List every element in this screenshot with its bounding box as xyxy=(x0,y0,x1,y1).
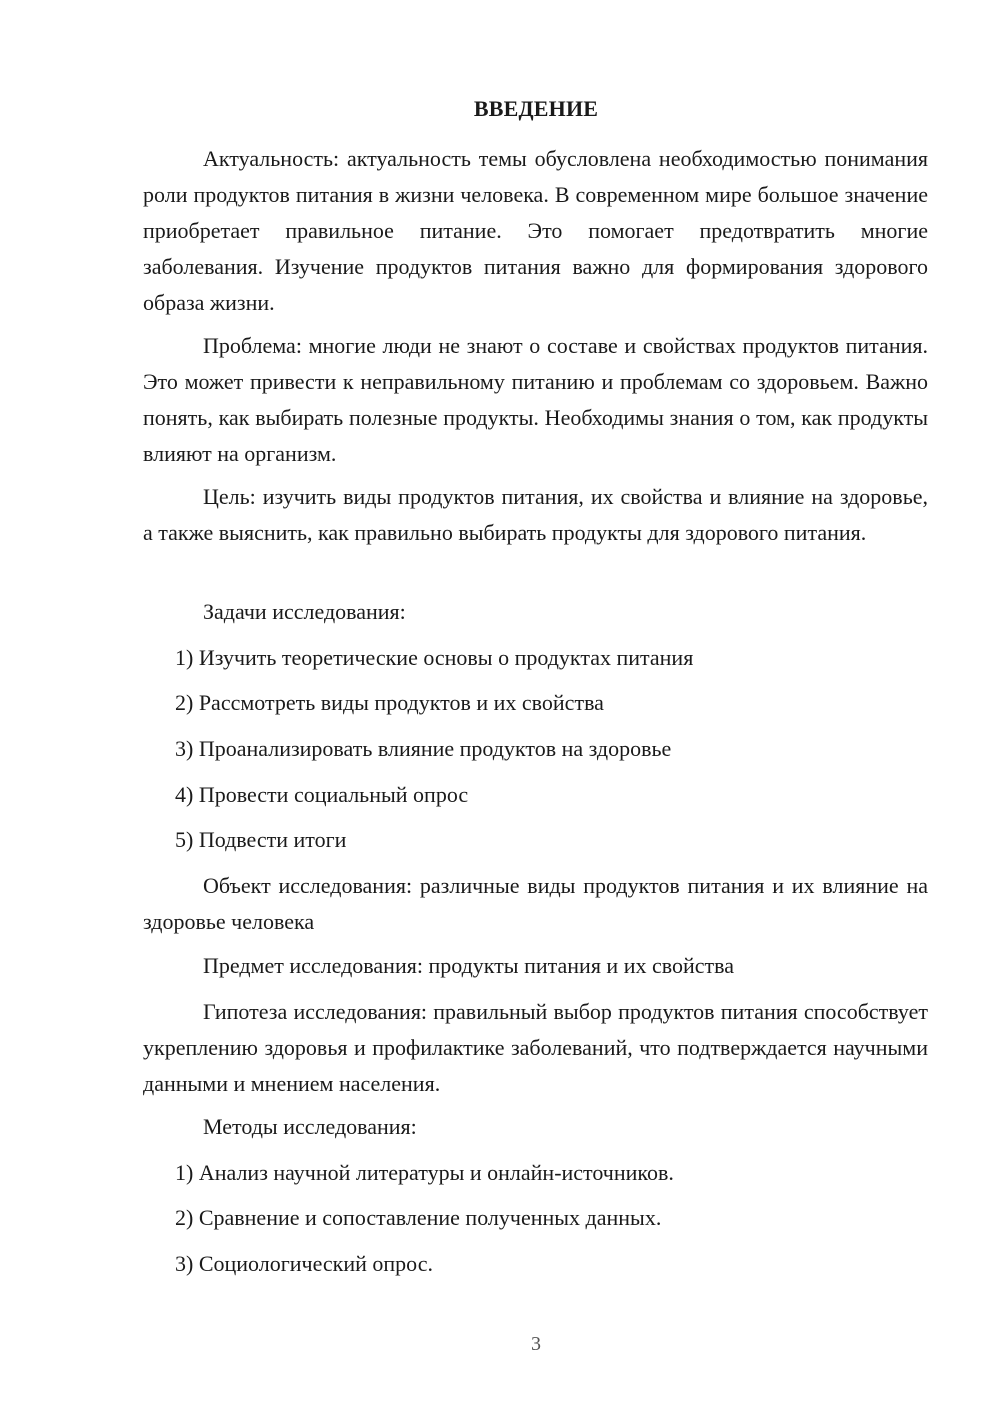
method-item-1: 1) Анализ научной литературы и онлайн-источников. xyxy=(175,1160,674,1185)
task-item-4: 4) Провести социальный опрос xyxy=(175,782,469,807)
goal-paragraph: Цель: изучить виды продуктов питания, их свойства и влияние на здоровье, а также выяснить, как правильно выбирать продукты для здорового питания. xyxy=(143,484,928,545)
method-item-3: 3) Социологический опрос. xyxy=(175,1251,433,1276)
relevance-paragraph: Актуальность: актуальность темы обусловлена необходимостью понимания роли продуктов питания в жизни человека. В современном мире большое значение приобретает правильное питание. Это помогает предотвратить многие заболевания. Изучение продуктов питания важно для формирования здорового образа жизни. xyxy=(143,146,928,315)
method-item-2: 2) Сравнение и сопоставление полученных данных. xyxy=(175,1205,662,1230)
problem-paragraph: Проблема: многие люди не знают о составе и свойствах продуктов питания. Это может привести к неправильному питанию и проблемам со здоровьем. Важно понять, как выбирать полезные продукты. Необходимы знания о том, как продукты влияют на организм. xyxy=(143,333,928,466)
hypothesis-paragraph: Гипотеза исследования: правильный выбор продуктов питания способствует укреплению здоровья и профилактике заболеваний, что подтверждается научными данными и мнением населения. xyxy=(143,999,928,1096)
subject-paragraph: Предмет исследования: продукты питания и их свойства xyxy=(203,953,734,978)
task-item-3: 3) Проанализировать влияние продуктов на здоровье xyxy=(175,736,672,761)
methods-heading: Методы исследования: xyxy=(203,1114,417,1139)
task-item-1: 1) Изучить теоретические основы о продуктах питания xyxy=(175,645,694,670)
object-paragraph: Объект исследования: различные виды продуктов питания и их влияние на здоровье человека xyxy=(143,873,928,934)
task-item-5: 5) Подвести итоги xyxy=(175,827,347,852)
page-title: ВВЕДЕНИЕ xyxy=(473,96,599,121)
task-item-2: 2) Рассмотреть виды продуктов и их свойства xyxy=(175,690,604,715)
page-number: 3 xyxy=(531,1333,541,1355)
tasks-heading: Задачи исследования: xyxy=(203,599,406,624)
